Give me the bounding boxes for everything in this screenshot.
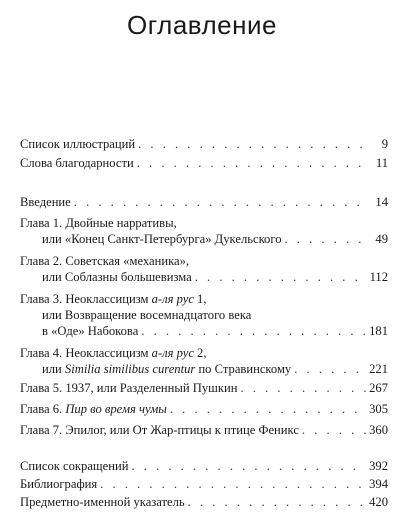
entry-text: Глава 5. 1937, или Разделенный Пушкин <box>20 381 238 395</box>
entry-text: Глава 1. Двойные нарративы, <box>20 216 177 230</box>
entry-text: Библиография <box>20 477 98 491</box>
toc-entry-index[interactable] <box>20 494 388 510</box>
dot-leader <box>188 494 366 510</box>
toc-entry-chapter-1[interactable] <box>20 215 388 247</box>
page-number: 112 <box>369 270 388 284</box>
dot-leader <box>74 194 367 210</box>
dot-leader <box>137 155 367 171</box>
page-number: 267 <box>369 381 388 395</box>
page-number: 420 <box>369 495 388 509</box>
page-number: 14 <box>375 195 388 209</box>
entry-text: Введение <box>20 195 71 209</box>
page-title: Оглавление <box>127 10 277 40</box>
dot-leader <box>294 361 366 377</box>
page-number: 360 <box>369 423 388 437</box>
toc-entry-chapter-3[interactable] <box>20 291 388 339</box>
dot-leader <box>285 231 368 247</box>
entry-text-continued: или Возвращение восемнадцатого века <box>42 308 252 322</box>
page-number: 9 <box>381 137 388 151</box>
toc-entry-thanks[interactable] <box>20 155 388 171</box>
page-number: 181 <box>369 324 388 338</box>
toc-entry-chapter-2[interactable] <box>20 253 388 285</box>
entry-text: Глава 4. Неоклассицизм а-ля рус 2, <box>20 346 207 360</box>
entry-text: Предметно-именной указатель <box>20 495 185 509</box>
dot-leader <box>302 422 366 438</box>
toc-entry-intro[interactable] <box>20 194 388 210</box>
page-number: 11 <box>375 156 388 170</box>
entry-text: Глава 2. Советская «механика», <box>20 254 190 268</box>
page-number: 221 <box>369 362 388 376</box>
dot-leader <box>138 136 367 152</box>
toc-entry-chapter-5[interactable] <box>20 380 388 396</box>
page-number: 49 <box>375 232 388 246</box>
dot-leader <box>131 458 366 474</box>
entry-text-continued: или Similia similibus curentur по Стравинскому <box>42 362 292 376</box>
dot-leader <box>240 380 366 396</box>
entry-text-continued: или Соблазны большевизма <box>42 270 192 284</box>
toc-entry-chapter-4[interactable] <box>20 345 388 377</box>
page-number: 305 <box>369 402 388 416</box>
toc-entry-bibliography[interactable] <box>20 476 388 492</box>
entry-text: Глава 7. Эпилог, или От Жар-птицы к птице Феникс <box>20 423 299 437</box>
page-number: 394 <box>369 477 388 491</box>
toc-entry-illustrations[interactable] <box>20 136 388 152</box>
dot-leader <box>195 269 367 285</box>
entry-text: Слова благодарности <box>20 156 134 170</box>
dot-leader <box>141 323 366 339</box>
toc-entry-abbreviations[interactable] <box>20 458 388 474</box>
entry-text: Глава 6. Пир во время чумы <box>20 402 167 416</box>
page-number: 392 <box>369 459 388 473</box>
toc-entry-chapter-7[interactable] <box>20 422 388 438</box>
entry-text: Глава 3. Неоклассицизм а-ля рус 1, <box>20 292 207 306</box>
entry-text-continued: в «Оде» Набокова <box>42 324 139 338</box>
dot-leader <box>170 401 366 417</box>
toc-entry-chapter-6[interactable] <box>20 401 388 417</box>
entry-text: Список сокращений <box>20 459 129 473</box>
dot-leader <box>100 476 366 492</box>
entry-text-continued: или «Конец Санкт-Петербурга» Дукельского <box>42 232 282 246</box>
entry-text: Список иллюстраций <box>20 137 136 151</box>
